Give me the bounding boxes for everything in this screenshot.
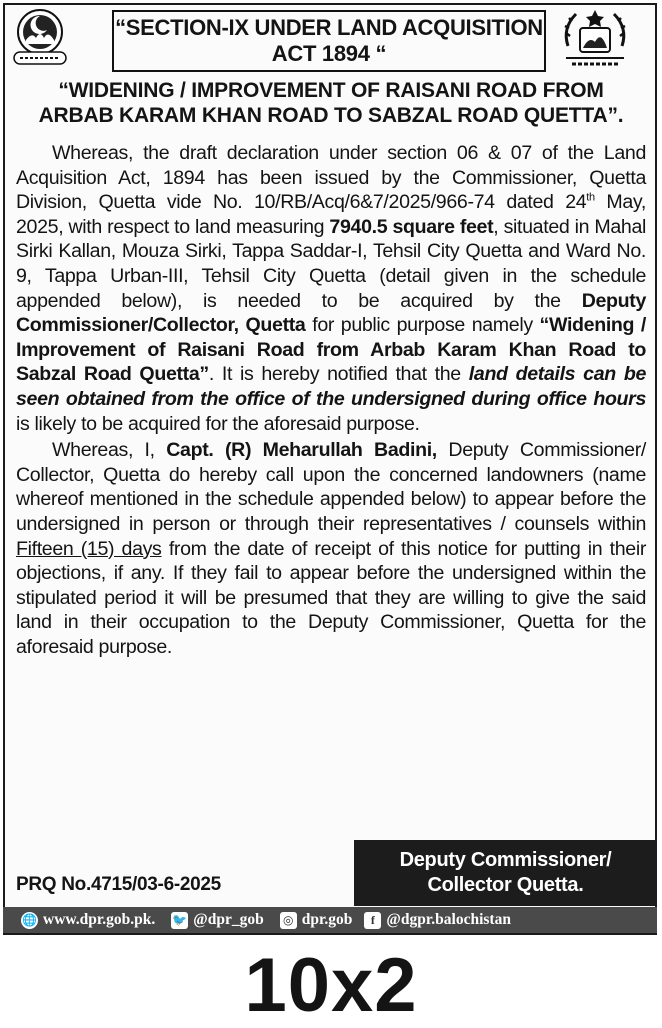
notice-subheading	[0, 78, 662, 128]
twitter-item[interactable]	[171, 911, 263, 929]
globe-icon: 🌐	[22, 912, 37, 927]
subheading-line-2: ARBAB KARAM KHAN ROAD TO SABZAL ROAD QUETTA”.	[38, 104, 624, 127]
instagram-item[interactable]	[280, 911, 353, 929]
p2-text-3: from the date of receipt of this notice for putting in their objections, if any. If they fail to appear before the undersigned within the stipulated period it will be presumed that they are willing to give the said land in their occupation to the Deputy Commissioner, Quetta for the aforesaid purpose.	[16, 537, 646, 658]
officer-name: Capt. (R) Meharullah Badini,	[166, 439, 437, 462]
p1-text-5: . It is hereby notified that the	[208, 363, 469, 386]
paragraph-1	[16, 141, 646, 436]
instagram-handle: dpr.gob	[301, 911, 353, 928]
objection-period: Fifteen (15) days	[16, 537, 162, 560]
balochistan-emblem-right	[558, 6, 632, 70]
instagram-icon: ◎	[280, 912, 297, 929]
public-purpose: “Widening / Improvement of Raisani Road from Arbab Karam Khan Road to Sabzal Road Quetta”	[16, 314, 646, 386]
heading-line-2: ACT 1894 “	[271, 41, 387, 66]
notice-body	[16, 141, 646, 659]
p1-text-2: May, 2025, with respect to land measuring	[16, 191, 646, 238]
paragraph-2	[16, 438, 646, 659]
signature-line-2: Collector Quetta.	[427, 874, 584, 896]
date-superscript: th	[586, 191, 595, 204]
p1-text-3: , situated in Mahal Sirki Kallan, Mouza Sirki, Tappa Saddar-I, Tehsil City Quetta and Ward No. 9, Tappa Urban-III, Tehsil City Quetta (detail given in the schedule appended below), is needed to be acquired by the	[16, 215, 646, 312]
twitter-handle: @dpr_gob	[193, 911, 264, 928]
acquiring-authority: Deputy Commissioner/Collector, Quetta	[16, 289, 646, 337]
signature-line-1: Deputy Commissioner/	[399, 849, 612, 871]
balochistan-emblem-left	[8, 6, 72, 70]
heading-line-1: “SECTION-IX UNDER LAND ACQUISITION	[115, 15, 543, 40]
facebook-handle: @dgpr.balochistan	[386, 911, 511, 928]
p1-text-1: Whereas, the draft declaration under section 06 & 07 of the Land Acquisition Act, 1894 has been issued by the Commissioner, Quetta Division, Quetta vide No. 10/RB/Acq/6&7/2025/966-74 dated 24	[16, 142, 646, 214]
land-area: 7940.5 square feet	[329, 215, 494, 238]
twitter-icon: 🐦	[172, 912, 188, 927]
facebook-icon: f	[364, 912, 381, 929]
p2-text-2: Deputy Commissioner/ Collector, Quetta do hereby call upon the concerned landowners (name whereof mentioned in the schedule appended below) to appear before the undersigned in person or through their representatives / counsels within	[16, 439, 646, 535]
p2-text-1: Whereas, I,	[52, 439, 167, 462]
section-heading-box	[112, 10, 546, 72]
contact-footer	[3, 907, 657, 933]
website-text: www.dpr.gob.pk.	[43, 911, 156, 928]
facebook-item[interactable]	[364, 911, 511, 929]
p1-text-6: is likely to be acquired for the aforesaid purpose.	[16, 412, 420, 435]
signature-block	[354, 840, 657, 906]
website-item[interactable]	[21, 911, 155, 929]
office-hours-emphasis: land details can be seen obtained from the office of the undersigned during office hours	[16, 363, 646, 410]
prq-number: PRQ No.4715/03-6-2025	[16, 874, 221, 895]
subheading-line-1: “WIDENING / IMPROVEMENT OF RAISANI ROAD FROM	[58, 79, 604, 102]
ad-size-label: 10x2	[244, 943, 418, 1028]
p1-text-4: for public purpose namely	[305, 314, 540, 337]
